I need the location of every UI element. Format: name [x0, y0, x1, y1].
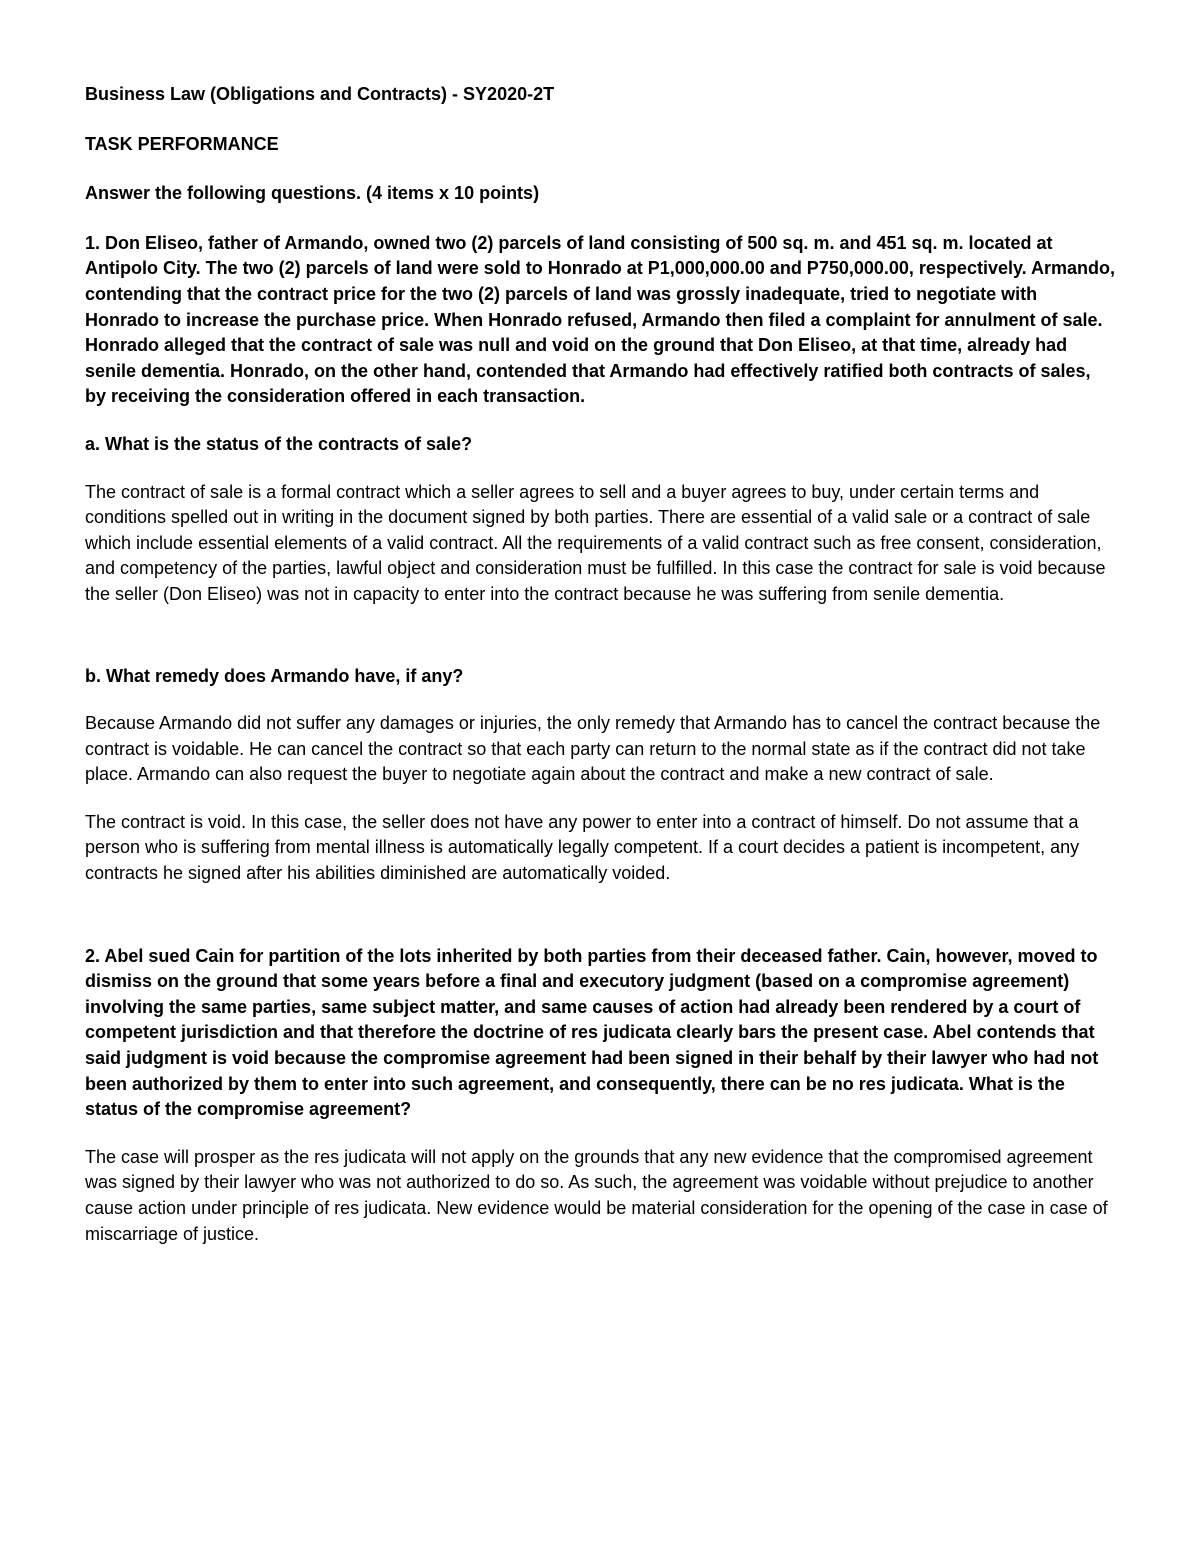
question-1b-answer-1: Because Armando did not suffer any damages or injuries, the only remedy that Armando has to cancel the contract because the contract is voidable. He can cancel the contract so that each party can return to the normal state as if the contract did not take place. Armando can also request the buyer to negotiate again about the contract and make a new contract of sale. [85, 713, 1101, 785]
question-1b-heading: b. What remedy does Armando have, if any? [85, 665, 464, 686]
question-1a-answer: The contract of sale is a formal contract which a seller agrees to sell and a buyer agrees to buy, under certain terms and conditions spelled out in writing in the document signed by both parties. There are essential of a valid sale or a contract of sale which include essential elements of a valid contract. All the requirements of a valid contract such as free consent, consideration, and competency of the parties, lawful object and consideration must be fulfilled. In this case the contract for sale is void because the seller (Don Eliseo) was not in capacity to enter into the contract because he was suffering from senile dementia. [85, 481, 1106, 604]
question-1a-heading: a. What is the status of the contracts of sale? [85, 433, 473, 454]
question-2-answer: The case will prosper as the res judicata will not apply on the grounds that any new evidence that the compromised agreement was signed by their lawyer who was not authorized to do so. As such, the agreement was voidable without prejudice to another cause action under principle of res judicata. New evidence would be material consideration for the opening of the case in case of miscarriage of justice. [85, 1146, 1108, 1244]
instructions: Answer the following questions. (4 items x 10 points) [85, 183, 540, 204]
question-1b-answer-2: The contract is void. In this case, the seller does not have any power to enter into a contract of himself. Do not assume that a person who is suffering from mental illness is automatically legally competent. If a court decides a patient is incompetent, any contracts he signed after his abilities diminished are automatically voided. [85, 811, 1080, 884]
document-title: Business Law (Obligations and Contracts) - SY2020-2T [85, 84, 555, 104]
question-1-prompt: 1. Don Eliseo, father of Armando, owned two (2) parcels of land consisting of 500 sq. m. and 451 sq. m. located at Antipolo City. The two (2) parcels of land were sold to Honrado at P1,000,000.00 and P750,000.00, respectively. Armando, contending that the contract price for the two (2) parcels of land was grossly inadequate, tried to negotiate with Honrado to increase the purchase price. When Honrado refused, Armando then filed a complaint for annulment of sale. Honrado alleged that the contract of sale was null and void on the ground that Don Eliseo, at that time, already had senile dementia. Honrado, on the other hand, contended that Armando had effectively ratified both contracts of sales, by receiving the consideration offered in each transaction. [85, 232, 1115, 407]
question-2-prompt: 2. Abel sued Cain for partition of the lots inherited by both parties from their deceased father. Cain, however, moved to dismiss on the ground that some years before a final and executory judgment (based on a compromise agreement) involving the same parties, same subject matter, and same causes of action had already been rendered by a court of competent jurisdiction and that therefore the doctrine of res judicata clearly bars the present case. Abel contends that said judgment is void because the compromise agreement had been signed in their behalf by their lawyer who had not been authorized by them to enter into such agreement, and consequently, there can be no res judicata. What is the status of the compromise agreement? [85, 945, 1099, 1120]
task-title: TASK PERFORMANCE [85, 133, 279, 154]
